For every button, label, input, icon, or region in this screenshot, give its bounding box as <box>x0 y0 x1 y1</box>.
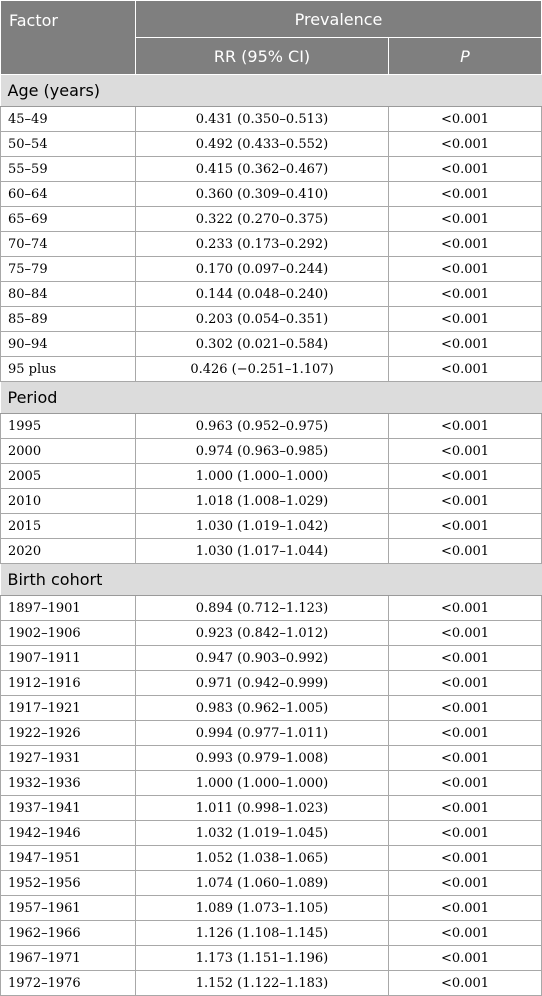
rr-cell: 0.203 (0.054–0.351) <box>136 307 389 332</box>
table-row <box>1 464 542 489</box>
rr-cell: 1.030 (1.017–1.044) <box>136 539 389 564</box>
table-header <box>1 1 542 75</box>
p-value-cell: <0.001 <box>389 721 542 746</box>
table-row <box>1 846 542 871</box>
p-value-cell: <0.001 <box>389 207 542 232</box>
rr-cell: 1.011 (0.998–1.023) <box>136 796 389 821</box>
factor-cell: 1897–1901 <box>1 596 136 621</box>
table-row <box>1 307 542 332</box>
rr-cell: 0.983 (0.962–1.005) <box>136 696 389 721</box>
p-value-cell: <0.001 <box>389 946 542 971</box>
rr-cell: 0.993 (0.979–1.008) <box>136 746 389 771</box>
table-row <box>1 514 542 539</box>
rr-cell: 0.894 (0.712–1.123) <box>136 596 389 621</box>
p-value-cell: <0.001 <box>389 357 542 382</box>
factor-cell: 65–69 <box>1 207 136 232</box>
table-row <box>1 871 542 896</box>
p-value-cell: <0.001 <box>389 232 542 257</box>
rr-cell: 0.923 (0.842–1.012) <box>136 621 389 646</box>
rr-cell: 1.152 (1.122–1.183) <box>136 971 389 996</box>
factor-cell: 90–94 <box>1 332 136 357</box>
table-row <box>1 646 542 671</box>
table-row <box>1 596 542 621</box>
table-row <box>1 796 542 821</box>
rr-cell: 1.173 (1.151–1.196) <box>136 946 389 971</box>
table-row <box>1 282 542 307</box>
p-value-cell: <0.001 <box>389 771 542 796</box>
table-row <box>1 671 542 696</box>
rr-cell: 0.963 (0.952–0.975) <box>136 414 389 439</box>
rr-cell: 0.415 (0.362–0.467) <box>136 157 389 182</box>
factor-cell: 2015 <box>1 514 136 539</box>
table-row <box>1 946 542 971</box>
p-column-header: P <box>389 38 542 75</box>
rr-cell: 1.000 (1.000–1.000) <box>136 771 389 796</box>
section-title: Age (years) <box>1 75 542 107</box>
factor-cell: 1922–1926 <box>1 721 136 746</box>
p-value-cell: <0.001 <box>389 846 542 871</box>
rr-cell: 1.018 (1.008–1.029) <box>136 489 389 514</box>
table-row <box>1 721 542 746</box>
factor-cell: 1912–1916 <box>1 671 136 696</box>
table-row <box>1 696 542 721</box>
rr-cell: 0.492 (0.433–0.552) <box>136 132 389 157</box>
p-value-cell: <0.001 <box>389 746 542 771</box>
factor-column-header: Factor <box>1 1 136 75</box>
rr-cell: 0.302 (0.021–0.584) <box>136 332 389 357</box>
factor-cell: 2010 <box>1 489 136 514</box>
factor-cell: 85–89 <box>1 307 136 332</box>
p-value-cell: <0.001 <box>389 282 542 307</box>
section-row <box>1 382 542 414</box>
factor-cell: 1952–1956 <box>1 871 136 896</box>
rr-cell: 1.000 (1.000–1.000) <box>136 464 389 489</box>
p-value-cell: <0.001 <box>389 182 542 207</box>
table-row <box>1 896 542 921</box>
p-value-cell: <0.001 <box>389 821 542 846</box>
p-value-cell: <0.001 <box>389 921 542 946</box>
factor-cell: 1972–1976 <box>1 971 136 996</box>
factor-cell: 1917–1921 <box>1 696 136 721</box>
p-value-cell: <0.001 <box>389 489 542 514</box>
table-row <box>1 332 542 357</box>
p-value-cell: <0.001 <box>389 971 542 996</box>
p-value-cell: <0.001 <box>389 896 542 921</box>
factor-cell: 1957–1961 <box>1 896 136 921</box>
factor-cell: 1962–1966 <box>1 921 136 946</box>
table-row <box>1 182 542 207</box>
p-value-cell: <0.001 <box>389 307 542 332</box>
rr-cell: 0.431 (0.350–0.513) <box>136 107 389 132</box>
rr-cell: 0.974 (0.963–0.985) <box>136 439 389 464</box>
table-body <box>1 75 542 996</box>
factor-cell: 1947–1951 <box>1 846 136 871</box>
p-value-cell: <0.001 <box>389 596 542 621</box>
factor-cell: 45–49 <box>1 107 136 132</box>
factor-cell: 2005 <box>1 464 136 489</box>
table-row <box>1 439 542 464</box>
table-row <box>1 489 542 514</box>
factor-cell: 1907–1911 <box>1 646 136 671</box>
factor-cell: 1932–1936 <box>1 771 136 796</box>
rr-cell: 0.994 (0.977–1.011) <box>136 721 389 746</box>
p-value-cell: <0.001 <box>389 414 542 439</box>
p-value-cell: <0.001 <box>389 514 542 539</box>
p-value-cell: <0.001 <box>389 257 542 282</box>
rr-cell: 1.032 (1.019–1.045) <box>136 821 389 846</box>
factor-cell: 60–64 <box>1 182 136 207</box>
p-value-cell: <0.001 <box>389 107 542 132</box>
table-row <box>1 971 542 996</box>
factor-cell: 1967–1971 <box>1 946 136 971</box>
table-row <box>1 107 542 132</box>
p-value-cell: <0.001 <box>389 439 542 464</box>
section-title: Period <box>1 382 542 414</box>
factor-cell: 2000 <box>1 439 136 464</box>
table-row <box>1 921 542 946</box>
table-row <box>1 539 542 564</box>
rr-cell: 1.074 (1.060–1.089) <box>136 871 389 896</box>
table-row <box>1 207 542 232</box>
p-value-cell: <0.001 <box>389 539 542 564</box>
rr-cell: 1.089 (1.073–1.105) <box>136 896 389 921</box>
table-row <box>1 232 542 257</box>
factor-cell: 1995 <box>1 414 136 439</box>
table-row <box>1 132 542 157</box>
rr-cell: 1.052 (1.038–1.065) <box>136 846 389 871</box>
p-value-cell: <0.001 <box>389 671 542 696</box>
p-value-cell: <0.001 <box>389 464 542 489</box>
table-row <box>1 357 542 382</box>
p-value-cell: <0.001 <box>389 332 542 357</box>
factor-cell: 80–84 <box>1 282 136 307</box>
rr-cell: 0.144 (0.048–0.240) <box>136 282 389 307</box>
rr-cell: 1.126 (1.108–1.145) <box>136 921 389 946</box>
factor-cell: 50–54 <box>1 132 136 157</box>
p-value-cell: <0.001 <box>389 646 542 671</box>
factor-cell: 75–79 <box>1 257 136 282</box>
section-row <box>1 75 542 107</box>
factor-cell: 1927–1931 <box>1 746 136 771</box>
prevalence-column-header: Prevalence <box>136 1 542 38</box>
p-value-cell: <0.001 <box>389 621 542 646</box>
table-row <box>1 821 542 846</box>
rr-cell: 0.947 (0.903–0.992) <box>136 646 389 671</box>
p-value-cell: <0.001 <box>389 696 542 721</box>
factor-cell: 1942–1946 <box>1 821 136 846</box>
section-title: Birth cohort <box>1 564 542 596</box>
rr-cell: 1.030 (1.019–1.042) <box>136 514 389 539</box>
p-value-cell: <0.001 <box>389 796 542 821</box>
rr-cell: 0.426 (−0.251–1.107) <box>136 357 389 382</box>
rr-cell: 0.322 (0.270–0.375) <box>136 207 389 232</box>
factor-cell: 2020 <box>1 539 136 564</box>
rr-column-header: RR (95% CI) <box>136 38 389 75</box>
rr-cell: 0.170 (0.097–0.244) <box>136 257 389 282</box>
rr-cell: 0.360 (0.309–0.410) <box>136 182 389 207</box>
p-value-cell: <0.001 <box>389 157 542 182</box>
p-value-cell: <0.001 <box>389 132 542 157</box>
rr-cell: 0.233 (0.173–0.292) <box>136 232 389 257</box>
factor-cell: 1902–1906 <box>1 621 136 646</box>
factor-cell: 70–74 <box>1 232 136 257</box>
table-row <box>1 746 542 771</box>
table-row <box>1 621 542 646</box>
factor-cell: 55–59 <box>1 157 136 182</box>
table-row <box>1 771 542 796</box>
p-value-cell: <0.001 <box>389 871 542 896</box>
section-row <box>1 564 542 596</box>
table-row <box>1 414 542 439</box>
factor-cell: 1937–1941 <box>1 796 136 821</box>
table-row <box>1 257 542 282</box>
rr-cell: 0.971 (0.942–0.999) <box>136 671 389 696</box>
table-row <box>1 157 542 182</box>
factor-cell: 95 plus <box>1 357 136 382</box>
